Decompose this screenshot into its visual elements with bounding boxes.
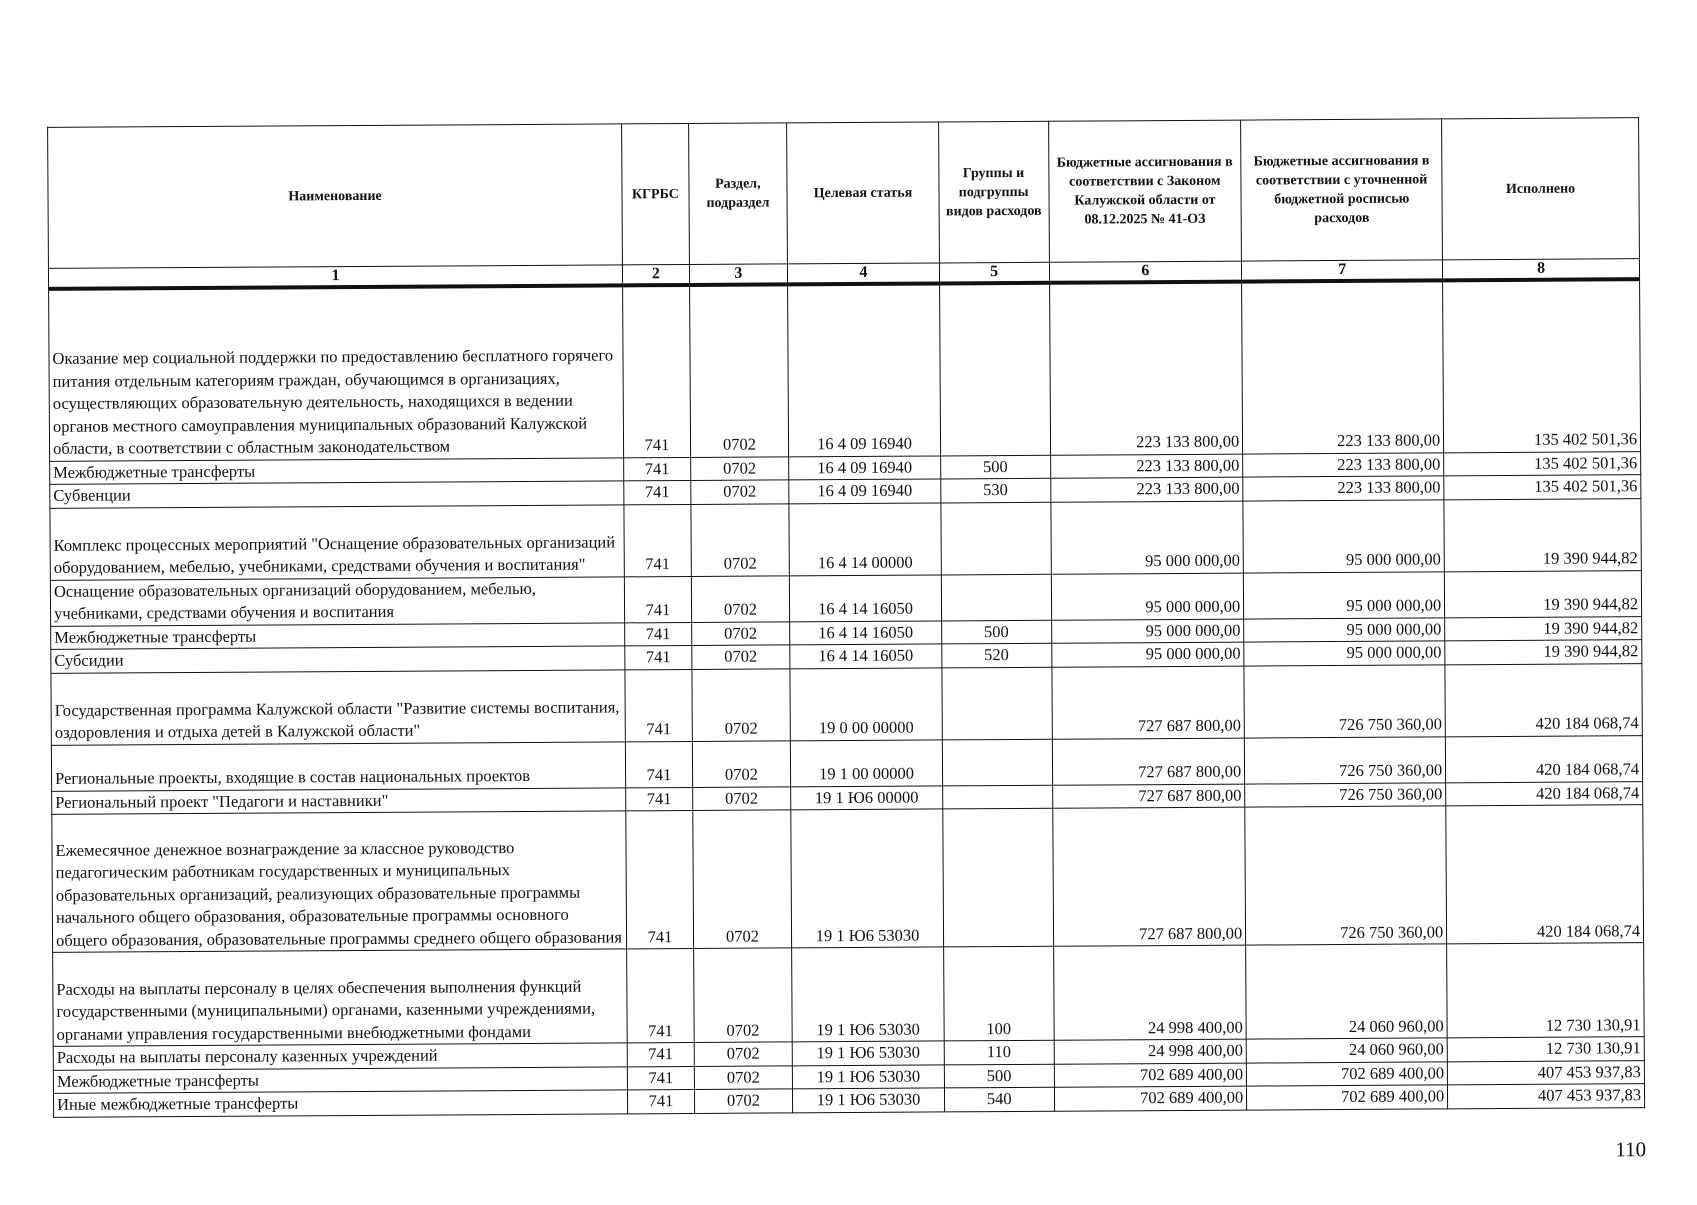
row-name: Субсидии: [51, 646, 625, 673]
row-target: 19 1 Ю6 53030: [791, 809, 944, 948]
row-target: 19 1 Ю6 53030: [792, 1064, 944, 1088]
row-section: 0702: [691, 503, 790, 576]
row-kgrbs: 741: [627, 948, 694, 1042]
row-refined-amount: 726 750 360,00: [1244, 664, 1445, 737]
row-name: Ежемесячное денежное вознаграждение за классное руководство педагогическим работникам государственных и муниципальных образовательных организаций, реализующих образовательные программы начального общего образования, образовательные программы основного общего образования, образовательные программы среднего общего образования: [52, 811, 627, 953]
row-group: 500: [941, 620, 1051, 644]
column-number: 1: [48, 265, 622, 289]
row-refined-amount: 223 133 800,00: [1242, 280, 1444, 453]
row-target: 19 1 00 00000: [790, 739, 942, 786]
row-section: 0702: [693, 948, 792, 1043]
column-number: 8: [1443, 259, 1640, 281]
row-refined-amount: 95 000 000,00: [1244, 617, 1445, 642]
row-executed-amount: 420 184 068,74: [1445, 663, 1642, 736]
row-kgrbs: 741: [625, 622, 692, 646]
budget-execution-table: [47, 117, 1645, 1117]
row-law-amount: 702 689 400,00: [1054, 1086, 1247, 1111]
row-section: 0702: [689, 284, 788, 457]
row-kgrbs: 741: [625, 669, 692, 741]
row-refined-amount: 223 133 800,00: [1243, 452, 1444, 477]
row-target: 16 4 09 16940: [789, 479, 941, 503]
row-section: 0702: [690, 480, 789, 504]
row-target: 19 1 Ю6 53030: [793, 1088, 945, 1112]
column-number: 7: [1242, 260, 1443, 282]
row-name: Расходы на выплаты персоналу в целях обеспечения выполнения функций государственными (муниципальными) органами, казенными учреждениями, органами управления государственными внебюджетными фондами: [53, 949, 628, 1047]
table-row: [51, 663, 1642, 745]
header-target-article: Целевая статья: [787, 122, 940, 264]
row-executed-amount: 135 402 501,36: [1444, 451, 1641, 476]
row-law-amount: 727 687 800,00: [1052, 784, 1245, 809]
header-section: Раздел, подраздел: [688, 123, 787, 265]
row-target: 16 4 14 16050: [789, 574, 941, 621]
row-kgrbs: 741: [624, 576, 691, 622]
table-row: [52, 805, 1644, 953]
row-kgrbs: 741: [626, 810, 693, 948]
row-refined-amount: 24 060 960,00: [1246, 944, 1447, 1039]
row-executed-amount: 420 184 068,74: [1446, 805, 1644, 944]
table-row: [49, 279, 1641, 461]
row-name: Межбюджетные трансферты: [50, 457, 624, 484]
row-group: 530: [941, 478, 1051, 502]
row-law-amount: 727 687 800,00: [1051, 666, 1244, 739]
row-law-amount: 95 000 000,00: [1051, 573, 1244, 620]
row-executed-amount: 420 184 068,74: [1445, 735, 1642, 782]
header-row: [48, 118, 1640, 269]
row-kgrbs: 741: [626, 787, 693, 811]
row-group: 110: [944, 1040, 1054, 1064]
row-kgrbs: 741: [623, 285, 691, 457]
row-kgrbs: 741: [624, 504, 691, 576]
row-group: [942, 785, 1052, 809]
row-section: 0702: [690, 456, 789, 480]
row-name: Оснащение образовательных организаций оборудованием, мебелью, учебниками, средствами обучения и воспитания: [50, 576, 624, 626]
row-target: 16 4 09 16940: [788, 283, 941, 456]
row-name: Комплекс процессных мероприятий "Оснащение образовательных организаций оборудованием, мебелью, учебниками, средствами обучения и воспитания": [50, 504, 624, 580]
row-refined-amount: 726 750 360,00: [1245, 782, 1446, 807]
row-target: 19 0 00 00000: [790, 667, 942, 740]
row-law-amount: 24 998 400,00: [1054, 1039, 1247, 1064]
row-law-amount: 702 689 400,00: [1054, 1063, 1247, 1088]
row-section: 0702: [692, 810, 791, 949]
row-law-amount: 24 998 400,00: [1053, 945, 1246, 1040]
row-refined-amount: 702 689 400,00: [1247, 1085, 1448, 1110]
row-executed-amount: 19 390 944,82: [1445, 616, 1642, 641]
row-refined-amount: 702 689 400,00: [1247, 1061, 1448, 1086]
column-number: 2: [623, 264, 690, 285]
row-group: 500: [944, 1064, 1054, 1088]
row-executed-amount: 135 402 501,36: [1443, 279, 1641, 452]
row-executed-amount: 12 730 130,91: [1447, 1037, 1644, 1062]
row-law-amount: 223 133 800,00: [1049, 282, 1243, 455]
table-row: [50, 498, 1641, 580]
column-number: 5: [939, 262, 1049, 283]
row-law-amount: 95 000 000,00: [1051, 619, 1244, 644]
row-executed-amount: 19 390 944,82: [1444, 498, 1641, 571]
row-section: 0702: [692, 740, 791, 787]
row-kgrbs: 741: [627, 1042, 694, 1066]
row-target: 16 4 09 16940: [789, 455, 941, 479]
row-executed-amount: 19 390 944,82: [1445, 640, 1642, 665]
column-number: 4: [788, 263, 940, 284]
row-target: 16 4 14 00000: [789, 502, 941, 575]
row-group: 500: [940, 455, 1050, 479]
header-refined-allocation: Бюджетные ассигнования в соответствии с уточненной бюджетной росписью расходов: [1241, 119, 1443, 261]
row-kgrbs: 741: [627, 1066, 694, 1090]
header-law-allocation: Бюджетные ассигнования в соответствии с Законом Калужской области от 08.12.2025 № 41-ОЗ: [1048, 120, 1242, 262]
row-executed-amount: 135 402 501,36: [1444, 475, 1641, 500]
row-group: [941, 574, 1051, 621]
row-refined-amount: 24 060 960,00: [1246, 1038, 1447, 1063]
header-kgrbs: КГРБС: [622, 123, 689, 264]
row-name: Межбюджетные трансферты: [53, 1066, 627, 1093]
row-section: 0702: [691, 575, 790, 622]
row-name: Государственная программа Калужской области "Развитие системы воспитания, оздоровления и отдыха детей в Калужской области": [51, 669, 625, 745]
row-refined-amount: 95 000 000,00: [1243, 499, 1444, 572]
row-refined-amount: 223 133 800,00: [1243, 476, 1444, 501]
row-section: 0702: [694, 1065, 793, 1089]
row-refined-amount: 726 750 360,00: [1245, 736, 1446, 783]
row-group: [941, 502, 1051, 575]
row-executed-amount: 12 730 130,91: [1447, 943, 1644, 1038]
row-name: Межбюджетные трансферты: [51, 622, 625, 649]
row-group: 540: [944, 1087, 1054, 1111]
row-name: Оказание мер социальной поддержки по предоставлению бесплатного горячего питания отдельным категориям граждан, обучающимся в организациях, осуществляющих образовательную деятельность, находящихся в ведении органов местного самоуправления муниципальных образований Калужской области, в соответствии с областным законодательством: [49, 285, 624, 461]
row-kgrbs: 741: [625, 741, 692, 787]
row-kgrbs: 741: [628, 1089, 695, 1113]
row-refined-amount: 95 000 000,00: [1244, 641, 1445, 666]
row-target: 16 4 14 16050: [790, 644, 942, 668]
row-name: Иные межбюджетные трансферты: [53, 1090, 627, 1117]
row-group: 520: [942, 643, 1052, 667]
row-law-amount: 727 687 800,00: [1052, 738, 1245, 785]
page-number: 110: [1615, 1137, 1647, 1162]
column-number: 6: [1049, 261, 1242, 283]
header-name: Наименование: [48, 124, 623, 269]
header-executed: Исполнено: [1442, 118, 1640, 260]
row-executed-amount: 407 453 937,83: [1448, 1084, 1645, 1109]
row-section: 0702: [692, 668, 791, 741]
header-expense-group: Группы и подгруппы видов расходов: [938, 121, 1049, 263]
row-group: [943, 808, 1054, 947]
row-law-amount: 95 000 000,00: [1051, 642, 1244, 667]
row-target: 19 1 Ю6 00000: [791, 785, 943, 809]
row-law-amount: 223 133 800,00: [1050, 477, 1243, 502]
row-name: Региональный проект "Педагоги и наставники": [52, 787, 626, 814]
row-kgrbs: 741: [625, 645, 692, 669]
row-group: [939, 283, 1050, 456]
row-section: 0702: [692, 786, 791, 810]
table-row: [53, 943, 1645, 1047]
row-group: [942, 667, 1052, 740]
column-number: 3: [689, 264, 788, 285]
row-target: 16 4 14 16050: [790, 620, 942, 644]
row-executed-amount: 407 453 937,83: [1447, 1060, 1644, 1085]
row-section: 0702: [694, 1042, 793, 1066]
row-target: 19 1 Ю6 53030: [792, 947, 944, 1042]
row-group: 100: [943, 946, 1053, 1041]
row-kgrbs: 741: [624, 480, 691, 504]
row-name: Региональные проекты, входящие в состав национальных проектов: [51, 741, 625, 791]
row-name: Расходы на выплаты персоналу казенных учреждений: [53, 1043, 627, 1070]
row-section: 0702: [691, 645, 790, 669]
row-name: Субвенции: [50, 481, 624, 508]
row-refined-amount: 726 750 360,00: [1245, 806, 1447, 945]
row-group: [942, 739, 1052, 786]
row-kgrbs: 741: [624, 457, 691, 481]
row-law-amount: 727 687 800,00: [1052, 807, 1246, 946]
row-executed-amount: 420 184 068,74: [1446, 781, 1643, 806]
row-section: 0702: [691, 621, 790, 645]
row-law-amount: 223 133 800,00: [1050, 454, 1243, 479]
row-target: 19 1 Ю6 53030: [792, 1041, 944, 1065]
row-law-amount: 95 000 000,00: [1050, 501, 1243, 574]
row-refined-amount: 95 000 000,00: [1244, 571, 1445, 618]
row-section: 0702: [694, 1089, 793, 1113]
row-executed-amount: 19 390 944,82: [1444, 570, 1641, 617]
